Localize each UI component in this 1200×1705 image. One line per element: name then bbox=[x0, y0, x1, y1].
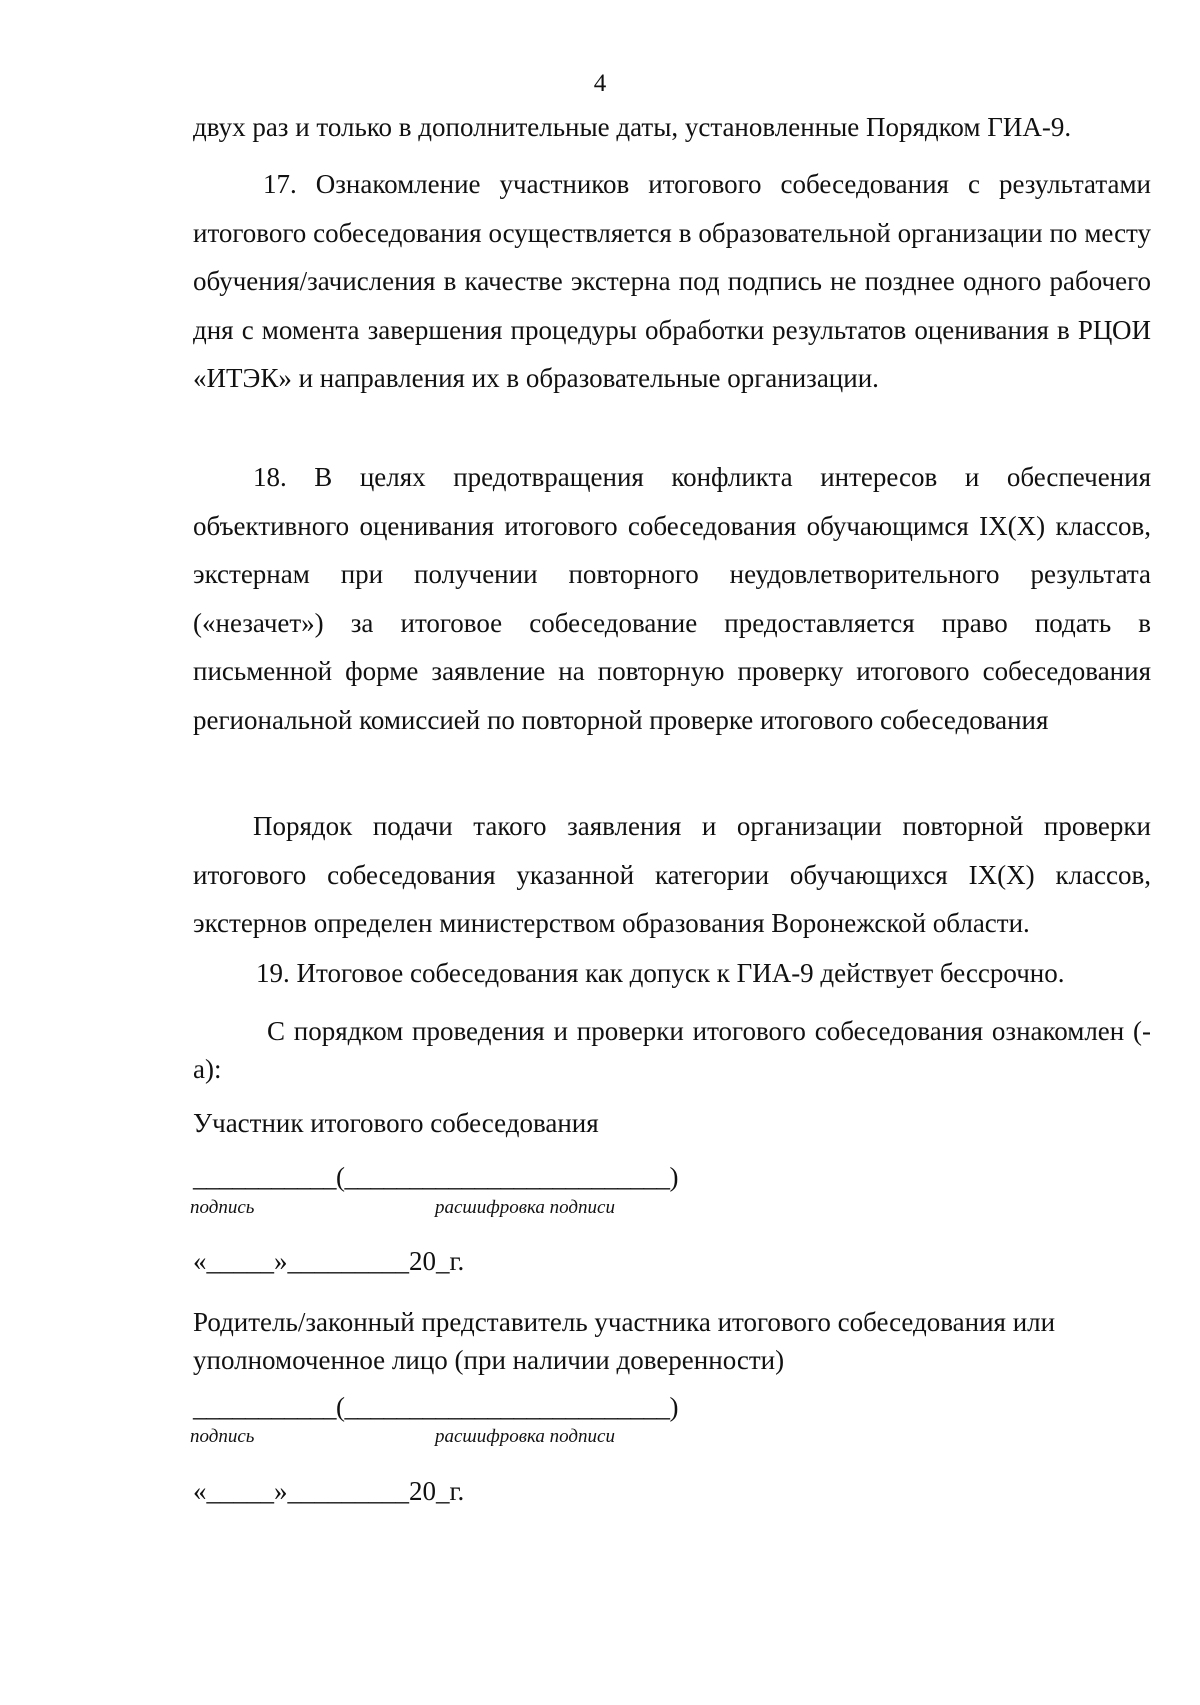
participant-signature-line[interactable]: ___________(_________________________) bbox=[193, 1162, 678, 1192]
parent-signature-line[interactable]: ___________(_________________________) bbox=[193, 1392, 678, 1422]
participant-signature-caption: подпись bbox=[190, 1197, 255, 1218]
participant-decoding-caption: расшифровка подписи bbox=[435, 1197, 615, 1218]
parent-decoding-caption: расшифровка подписи bbox=[435, 1426, 615, 1447]
parent-heading: Родитель/законный представитель участника итогового собеседования или уполномоченное лицо (при наличии доверенности) bbox=[193, 1307, 1056, 1375]
parent-date-line[interactable]: «_____»_________20_г. bbox=[193, 1476, 465, 1506]
paragraph-order: Порядок подачи такого заявления и организации повторной проверки итогового собеседования указанной категории обучающихся IX(X) классов, экстернов определен министерством образования Воронежской области. bbox=[193, 811, 1151, 938]
paragraph-continuation: двух раз и только в дополнительные даты, установленные Порядком ГИА-9. bbox=[193, 112, 1072, 142]
paragraph-18: 18. В целях предотвращения конфликта интересов и обеспечения объективного оценивания итогового собеседования обучающимся IX(X) классов, экстернам при получении повторного неудовлетворительного результата («незачет») за итоговое собеседование предоставляется право подать в письменной форме заявление на повторную проверку итогового собеседования региональной комиссией по повторной проверке итогового собеседования bbox=[193, 462, 1151, 735]
paragraph-17: 17. Ознакомление участников итогового собеседования с результатами итогового собеседования осуществляется в образовательной организации по месту обучения/зачисления в качестве экстерна под подпись не позднее одного рабочего дня с момента завершения процедуры обработки результатов оценивания в РЦОИ «ИТЭК» и направления их в образовательные организации. bbox=[193, 169, 1151, 393]
acknowledgement-text: С порядком проведения и проверки итогового собеседования ознакомлен (-а): bbox=[193, 1016, 1151, 1084]
paragraph-19: 19. Итоговое собеседования как допуск к ГИА-9 действует бессрочно. bbox=[256, 958, 1065, 988]
participant-date-line[interactable]: «_____»_________20_г. bbox=[193, 1246, 465, 1276]
parent-signature-caption: подпись bbox=[190, 1426, 255, 1447]
participant-heading: Участник итогового собеседования bbox=[193, 1108, 599, 1138]
page-number: 4 bbox=[593, 70, 607, 97]
